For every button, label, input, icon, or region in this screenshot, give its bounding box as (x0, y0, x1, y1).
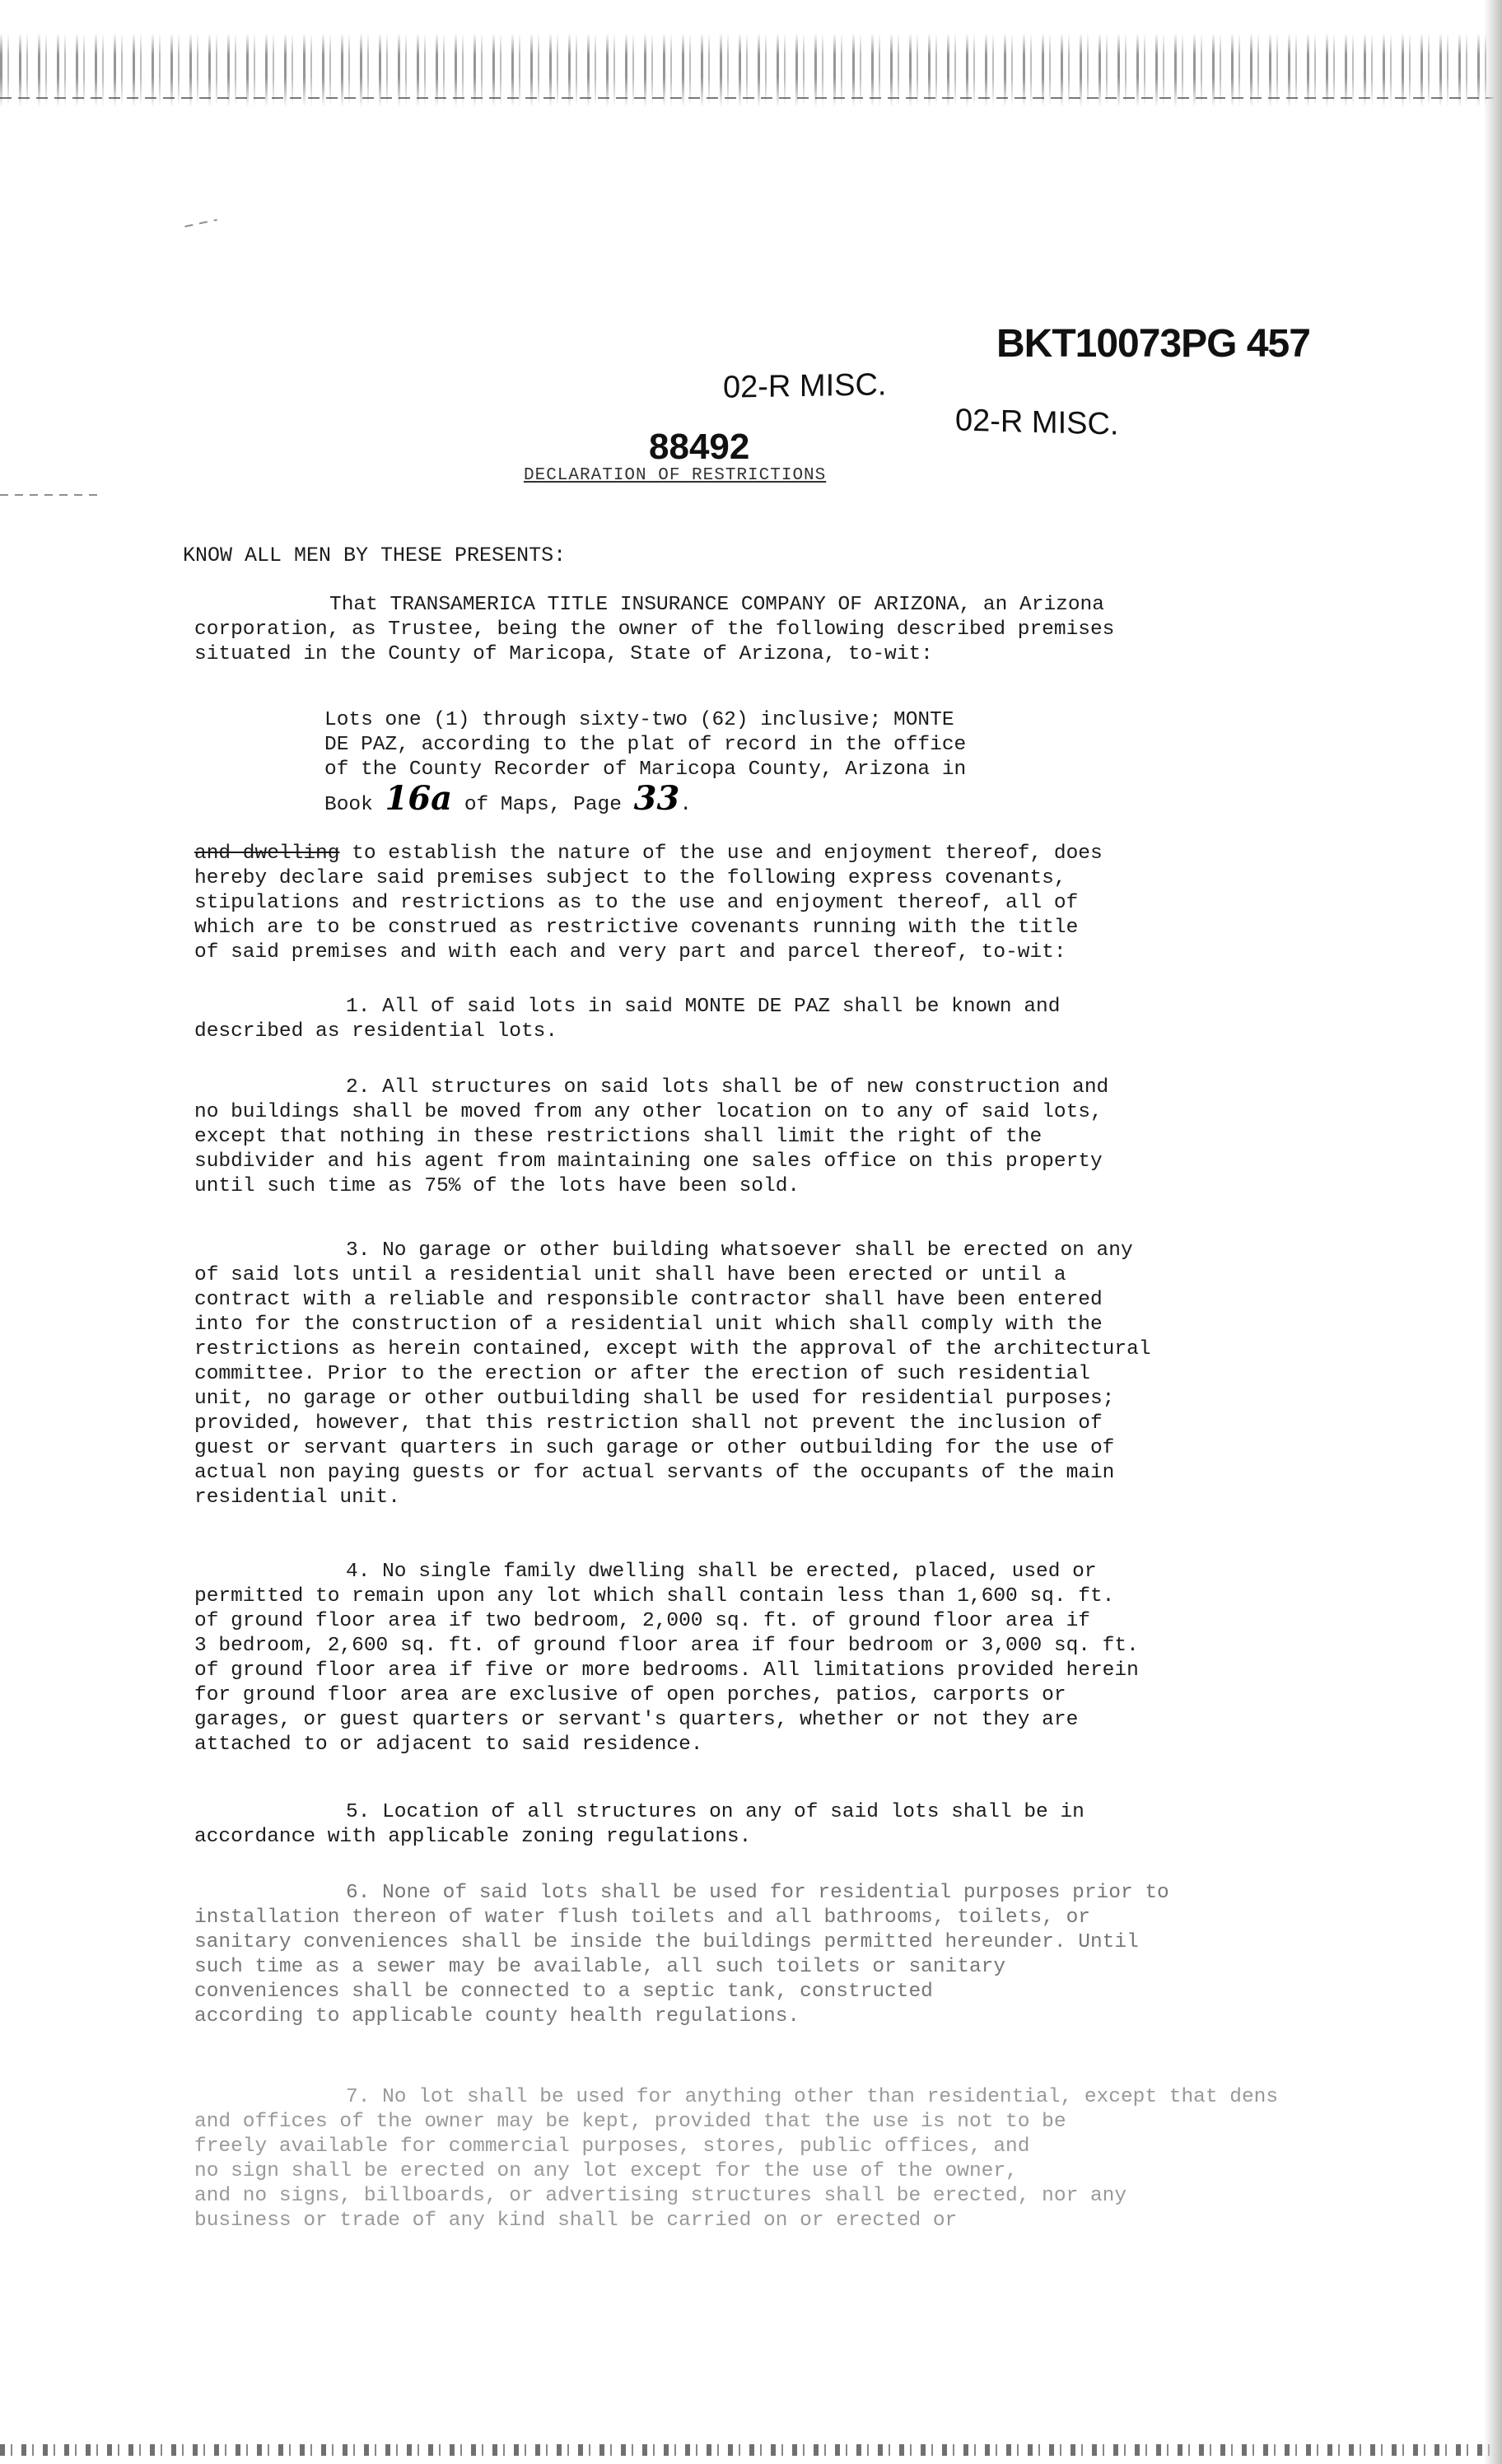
declaration-first-line (194, 842, 1290, 866)
restriction-line: installation thereon of water flush toilets and all bathrooms, toilets, or (194, 1906, 1090, 1929)
restriction-line: attached to or adjacent to said residence. (194, 1734, 703, 1756)
restriction-line: committee. Prior to the erection or after the erection of such residential (194, 1363, 1090, 1385)
struck-text: and dwelling (194, 842, 340, 865)
restriction-line: described as residential lots. (194, 1020, 558, 1043)
legal-line: Lots one (1) through sixty-two (62) inclusive; MONTE (324, 709, 954, 731)
restriction-1 (194, 995, 1290, 1044)
restriction-line: conveniences shall be connected to a septic tank, constructed (194, 1981, 933, 2003)
restriction-line: of said lots until a residential unit shall have been erected or until a (194, 1264, 1066, 1286)
restriction-5 (194, 1800, 1290, 1850)
restriction-2 (194, 1076, 1290, 1199)
restriction-line: guest or servant quarters in such garage or other outbuilding for the use of (194, 1437, 1115, 1459)
document-number: 88492 (649, 427, 750, 467)
scan-noise-bottom (0, 2444, 1502, 2456)
restriction-line: no sign shall be erected on any lot except for the use of the owner, (194, 2160, 1018, 2182)
restriction-3 (194, 1239, 1290, 1510)
restriction-line: 4. No single family dwelling shall be erected, placed, used or (346, 1561, 1097, 1583)
restriction-line: 7. No lot shall be used for anything other than residential, except that dens (346, 2086, 1279, 2108)
restriction-line: freely available for commercial purposes, stores, public offices, and (194, 2135, 1030, 2158)
restriction-line: contract with a reliable and responsible contractor shall have been entered (194, 1289, 1103, 1311)
legal-line: of the County Recorder of Maricopa County, Arizona in (324, 758, 967, 781)
intro-line: corporation, as Trustee, being the owner of the following described premises (194, 618, 1115, 641)
legal-book-prefix: Book (324, 794, 373, 816)
restriction-line: 3 bedroom, 2,600 sq. ft. of ground floor area if four bedroom or 3,000 sq. ft. (194, 1635, 1139, 1657)
restriction-line: 2. All structures on said lots shall be of new construction and (346, 1076, 1109, 1099)
declaration-line: hereby declare said premises subject to the following express covenants, (194, 867, 1066, 889)
restriction-line: permitted to remain upon any lot which shall contain less than 1,600 sq. ft. (194, 1585, 1115, 1608)
book-page-stamp: BKT10073PG 457 (996, 322, 1310, 366)
restriction-line: 1. All of said lots in said MONTE DE PAZ shall be known and (346, 996, 1061, 1018)
restriction-line: of ground floor area if five or more bedrooms. All limitations provided herein (194, 1659, 1139, 1682)
restriction-line: and offices of the owner may be kept, provided that the use is not to be (194, 2111, 1066, 2133)
restriction-line: 5. Location of all structures on any of said lots shall be in (346, 1801, 1085, 1823)
restriction-line: 3. No garage or other building whatsoever shall be erected on any (346, 1239, 1133, 1262)
restriction-line: business or trade of any kind shall be carried on or erected or (194, 2210, 958, 2232)
misc-stamp-primary: 02-R MISC. (723, 367, 887, 405)
opening-line: KNOW ALL MEN BY THESE PRESENTS: (183, 544, 567, 567)
legal-line: DE PAZ, according to the plat of record in the office (324, 734, 967, 756)
declaration-line-rest: to establish the nature of the use and enjoyment thereof, does (352, 842, 1103, 865)
restriction-line: into for the construction of a residential unit which shall comply with the (194, 1314, 1103, 1336)
restriction-line: sanitary conveniences shall be inside the buildings permitted hereunder. Until (194, 1931, 1139, 1953)
scan-noise-top-line (0, 97, 1502, 99)
legal-description (324, 708, 1148, 822)
restriction-line: for ground floor area are exclusive of open porches, patios, carports or (194, 1684, 1066, 1706)
page-right-edge (1484, 0, 1502, 2464)
restriction-line: except that nothing in these restrictions shall limit the right of the (194, 1126, 1043, 1148)
declaration-line: which are to be construed as restrictive covenants running with the title (194, 917, 1079, 939)
declaration-line: stipulations and restrictions as to the use and enjoyment thereof, all of (194, 892, 1079, 914)
restriction-line: 6. None of said lots shall be used for residential purposes prior to (346, 1882, 1169, 1904)
handwritten-book-number: 16a (385, 779, 453, 818)
restriction-7 (194, 2085, 1290, 2233)
document-title: DECLARATION OF RESTRICTIONS (524, 466, 827, 485)
restriction-6 (194, 1881, 1290, 2029)
restriction-line: provided, however, that this restriction shall not prevent the inclusion of (194, 1412, 1103, 1435)
intro-line: situated in the County of Maricopa, State of Arizona, to-wit: (194, 643, 933, 665)
restriction-line: subdivider and his agent from maintaining one sales office on this property (194, 1150, 1103, 1173)
scan-noise-top (0, 33, 1502, 107)
legal-book-line (324, 779, 1148, 822)
restriction-line: and no signs, billboards, or advertising structures shall be erected, nor any (194, 2185, 1127, 2207)
restriction-line: until such time as 75% of the lots have been sold. (194, 1175, 800, 1197)
restriction-line: residential unit. (194, 1486, 400, 1509)
restriction-line: of ground floor area if two bedroom, 2,000 sq. ft. of ground floor area if (194, 1610, 1090, 1632)
restriction-line: unit, no garage or other outbuilding shall be used for residential purposes; (194, 1388, 1115, 1410)
declaration-line: of said premises and with each and very part and parcel thereof, to-wit: (194, 941, 1066, 964)
restriction-line: accordance with applicable zoning regulations. (194, 1826, 752, 1848)
legal-book-suffix: . (679, 794, 693, 816)
restriction-line: no buildings shall be moved from any other location on to any of said lots, (194, 1101, 1103, 1123)
restriction-4 (194, 1560, 1290, 1757)
scan-speck (184, 219, 217, 227)
handwritten-page-number: 33 (633, 779, 680, 818)
restriction-line: garages, or guest quarters or servant's quarters, whether or not they are (194, 1709, 1079, 1731)
legal-book-mid: of Maps, Page (464, 794, 622, 816)
intro-line: That TRANSAMERICA TITLE INSURANCE COMPANY OF ARIZONA, an Arizona (329, 594, 1104, 616)
declaration-paragraph (194, 842, 1290, 965)
restriction-line: actual non paying guests or for actual servants of the occupants of the main (194, 1462, 1115, 1484)
restriction-line: according to applicable county health regulations. (194, 2005, 800, 2028)
intro-paragraph (194, 593, 1290, 667)
restriction-line: such time as a sewer may be available, all such toilets or sanitary (194, 1956, 1006, 1978)
left-margin-mark (0, 494, 99, 496)
misc-stamp-secondary: 02-R MISC. (955, 403, 1119, 442)
restriction-line: restrictions as herein contained, except with the approval of the architectural (194, 1338, 1151, 1360)
